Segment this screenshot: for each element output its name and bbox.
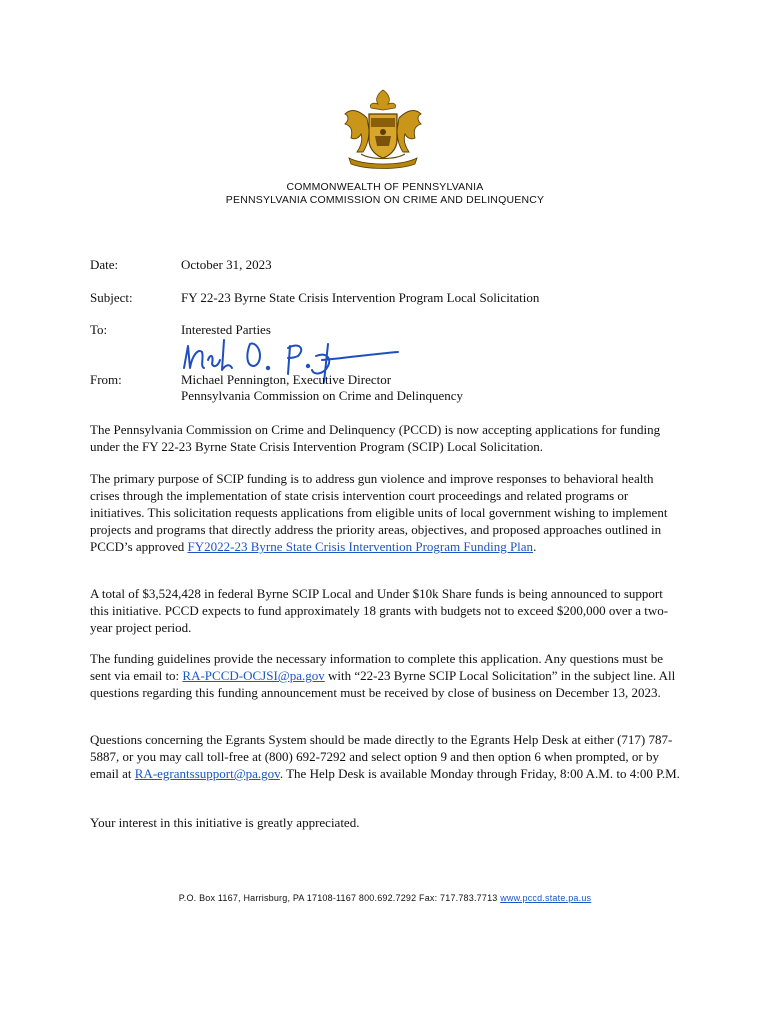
to-label: To: — [90, 322, 108, 337]
funding-plan-link[interactable]: FY2022-23 Byrne State Crisis Intervention Program Funding Plan — [187, 539, 534, 554]
paragraph-guidelines — [90, 650, 680, 701]
subject-value: FY 22-23 Byrne State Crisis Intervention Program Local Solicitation — [181, 290, 540, 305]
footer-address — [0, 893, 770, 903]
header-commission: PENNSYLVANIA COMMISSION ON CRIME AND DELINQUENCY — [225, 194, 545, 206]
footer-contact-text: P.O. Box 1167, Harrisburg, PA 17108-1167 800.692.7292 Fax: 717.783.7713 — [178, 893, 501, 903]
paragraph-guidelines-rest: with “22-23 Byrne SCIP Local Solicitation” in the subject line. All questions regarding this funding announcement must be received by close of business on December 13, 2023. — [90, 668, 676, 700]
ocjsi-email-link[interactable]: RA-PCCD-OCJSI@pa.gov — [182, 668, 325, 683]
paragraph-help-desk — [90, 731, 680, 782]
subject-label: Subject: — [90, 290, 133, 305]
from-name: Michael Pennington, Executive Director — [181, 372, 392, 387]
to-value: Interested Parties — [181, 322, 271, 337]
paragraph-purpose — [90, 470, 680, 555]
pennsylvania-seal-icon — [331, 88, 435, 170]
footer-website-link[interactable]: www.pccd.state.pa.us — [500, 893, 592, 903]
from-organization: Pennsylvania Commission on Crime and Delinquency — [181, 388, 463, 403]
paragraph-purpose-text: The primary purpose of SCIP funding is to address gun violence and improve responses to behavioral health crises through the implementation of state crisis intervention court proceedings and related programs or initiatives. This solicitation requests applications from eligible units of local government wishing to implement projects and programs that directly address the priority areas, objectives, and proposed approaches outlined in PCCD’s approved — [90, 471, 668, 554]
date-label: Date: — [90, 257, 119, 272]
date-value: October 31, 2023 — [181, 257, 272, 272]
paragraph-purpose-end: . — [533, 539, 537, 554]
paragraph-help-desk-text: Questions concerning the Egrants System should be made directly to the Egrants Help Desk at either (717) 787-5887, or you may call toll-free at (800) 692-7292 and select option 9 and then option 6 when prompted, or by email at — [90, 732, 673, 781]
header-commonwealth: COMMONWEALTH OF PENNSYLVANIA — [286, 181, 484, 193]
paragraph-help-desk-rest: . The Help Desk is available Monday through Friday, 8:00 A.M. to 4:00 P.M. — [279, 766, 680, 781]
paragraph-guidelines-text: The funding guidelines provide the necessary information to complete this application. Any questions must be sent via email to: — [90, 651, 663, 683]
paragraph-total-funds: A total of $3,524,428 in federal Byrne SCIP Local and Under $10k Share funds is being announced to support this initiative. PCCD expects to fund approximately 18 grants with budgets not to exceed $200,000 over a two-year project period. — [90, 586, 669, 635]
egrants-support-email-link[interactable]: RA-egrantssupport@pa.gov — [134, 766, 280, 781]
from-label: From: — [90, 372, 122, 387]
paragraph-closing: Your interest in this initiative is greatly appreciated. — [90, 815, 360, 830]
paragraph-intro: The Pennsylvania Commission on Crime and Delinquency (PCCD) is now accepting applications for funding under the FY 22-23 Byrne State Crisis Intervention Program (SCIP) Local Solicitation. — [90, 422, 661, 454]
